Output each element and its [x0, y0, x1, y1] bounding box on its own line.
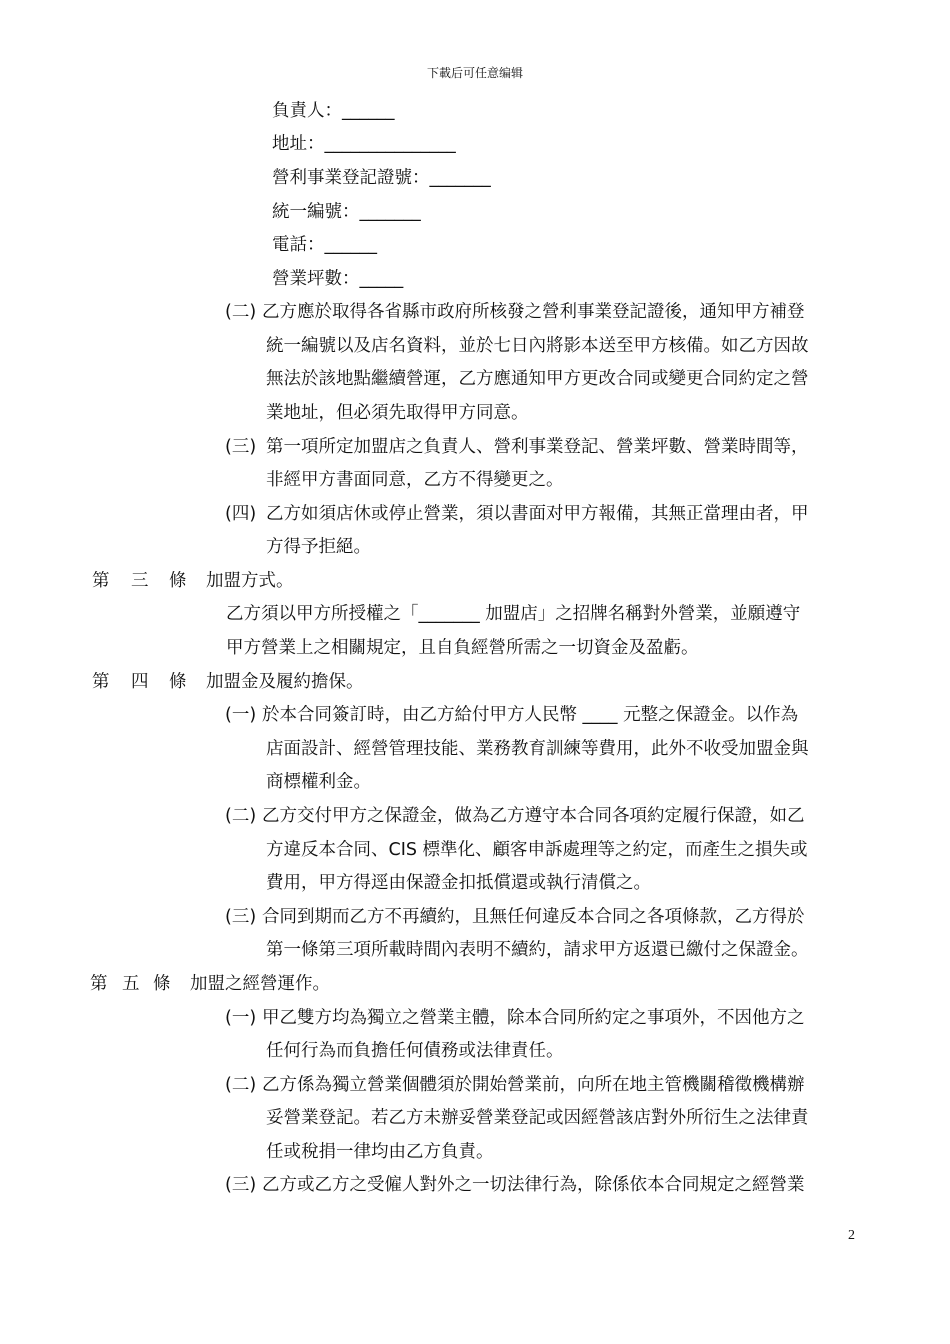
item-marker: (一) [225, 1008, 257, 1028]
article-line: 甲方營業上之相關規定，且自負經營所需之一切資金及盈虧。 [226, 638, 699, 658]
article-title: 加盟方式。 [206, 571, 294, 591]
item-line: 統一編號以及店名資料，並於七日內將影本送至甲方核備。如乙方因故 [266, 336, 809, 356]
field-responsible-person: 負責人：______ [272, 101, 395, 121]
item-line: 第一條第三項所載時間內表明不續約，請求甲方返還已繳付之保證金。 [266, 940, 809, 960]
item-marker: (四) [225, 504, 257, 524]
item-line: 甲乙雙方均為獨立之營業主體，除本合同所約定之事項外，不因他方之 [262, 1008, 805, 1028]
item-line: 合同到期而乙方不再續約，且無任何違反本合同之各項條款，乙方得於 [262, 907, 805, 927]
item-marker: (三) [225, 437, 257, 457]
article-title: 加盟金及履約擔保。 [206, 672, 364, 692]
field-address: 地址：_______________ [272, 134, 456, 154]
item-marker: (三) [225, 1175, 257, 1195]
item-line: 商標權利金。 [266, 772, 371, 792]
item-marker: (二) [225, 302, 257, 322]
article-label-char: 條 [153, 974, 171, 994]
item-line: 乙方係為獨立營業個體須於開始營業前，向所在地主管機關稽徵機構辦 [262, 1075, 805, 1095]
item-marker: (二) [225, 1075, 257, 1095]
item-line: 業地址，但必須先取得甲方同意。 [266, 403, 529, 423]
item-line: 於本合同簽訂時，由乙方給付甲方人民幣 ____ 元整之保證金。以作為 [262, 705, 799, 725]
item-line: 方違反本合同、CIS 標準化、顧客申訴處理等之約定，而產生之損失或 [266, 840, 808, 860]
article-label-char: 三 [131, 571, 149, 591]
item-line: 妥營業登記。若乙方未辦妥營業登記或因經營該店對外所衍生之法律責 [266, 1108, 809, 1128]
item-marker: (一) [225, 705, 257, 725]
item-line: 乙方應於取得各省縣市政府所核發之營利事業登記證後，通知甲方補登 [262, 302, 805, 322]
item-marker: (二) [225, 806, 257, 826]
article-title: 加盟之經營運作。 [190, 974, 330, 994]
item-line: 乙方交付甲方之保證金，做為乙方遵守本合同各項約定履行保證，如乙 [262, 806, 805, 826]
field-phone: 電話：______ [272, 235, 377, 255]
item-line: 無法於該地點繼續營運，乙方應通知甲方更改合同或變更合同約定之營 [266, 369, 809, 389]
item-line: 乙方或乙方之受僱人對外之一切法律行為，除係依本合同規定之經營業 [262, 1175, 805, 1195]
article-label-char: 第 [90, 974, 108, 994]
field-business-registration-no: 營利事業登記證號：_______ [272, 168, 491, 188]
article-label-char: 第 [92, 672, 110, 692]
item-line: 方得予拒絕。 [266, 537, 371, 557]
item-line: 非經甲方書面同意，乙方不得變更之。 [266, 470, 564, 490]
article-label-char: 條 [169, 672, 187, 692]
article-line: 乙方須以甲方所授權之「_______ 加盟店」之招牌名稱對外營業，並願遵守 [226, 604, 801, 624]
article-label-char: 第 [92, 571, 110, 591]
article-label-char: 五 [122, 974, 140, 994]
article-label-char: 條 [169, 571, 187, 591]
item-line: 第一項所定加盟店之負責人、營利事業登記、營業坪數、營業時間等， [266, 437, 809, 457]
page-number: 2 [848, 1228, 855, 1243]
field-floor-area: 營業坪數：_____ [272, 269, 404, 289]
item-line: 費用，甲方得逕由保證金扣抵償還或執行清償之。 [266, 873, 651, 893]
item-marker: (三) [225, 907, 257, 927]
item-line: 乙方如須店休或停止營業，須以書面对甲方報備，其無正當理由者，甲 [266, 504, 809, 524]
page-header: 下載后可任意编辑 [426, 66, 523, 80]
item-line: 店面設計、經營管理技能、業務教育訓練等費用，此外不收受加盟金與 [266, 739, 809, 759]
item-line: 任何行為而負擔任何債務或法律責任。 [266, 1041, 564, 1061]
field-unified-number: 統一編號：_______ [272, 202, 421, 222]
article-label-char: 四 [131, 672, 149, 692]
item-line: 任或稅捐一律均由乙方負責。 [266, 1142, 494, 1162]
